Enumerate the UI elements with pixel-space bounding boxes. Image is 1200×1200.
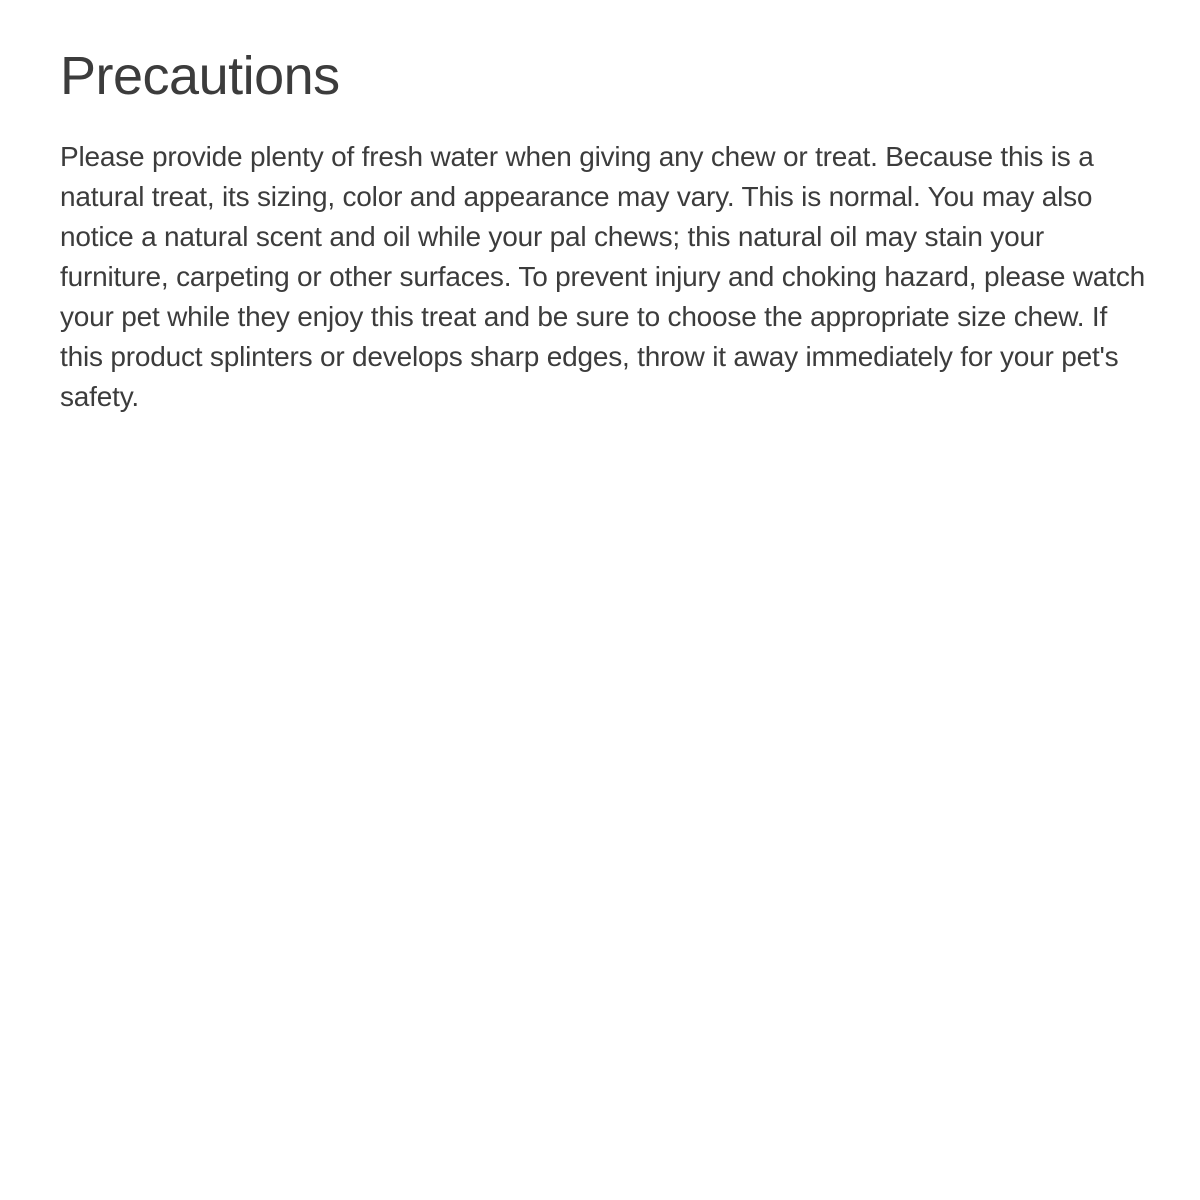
section-body-text: Please provide plenty of fresh water when giving any chew or treat. Because this is a natural treat, its sizing, color and appearance may vary. This is normal. You may also notice a natural scent and oil while your pal chews; this natural oil may stain your furniture, carpeting or other surfaces. To prevent injury and choking hazard, please watch your pet while they enjoy this treat and be sure to choose the appropriate size chew. If this product splinters or develops sharp edges, throw it away immediately for your pet's safety.: [60, 140, 1145, 412]
precautions-section: [60, 44, 1152, 417]
section-title: Precautions: [60, 46, 340, 106]
